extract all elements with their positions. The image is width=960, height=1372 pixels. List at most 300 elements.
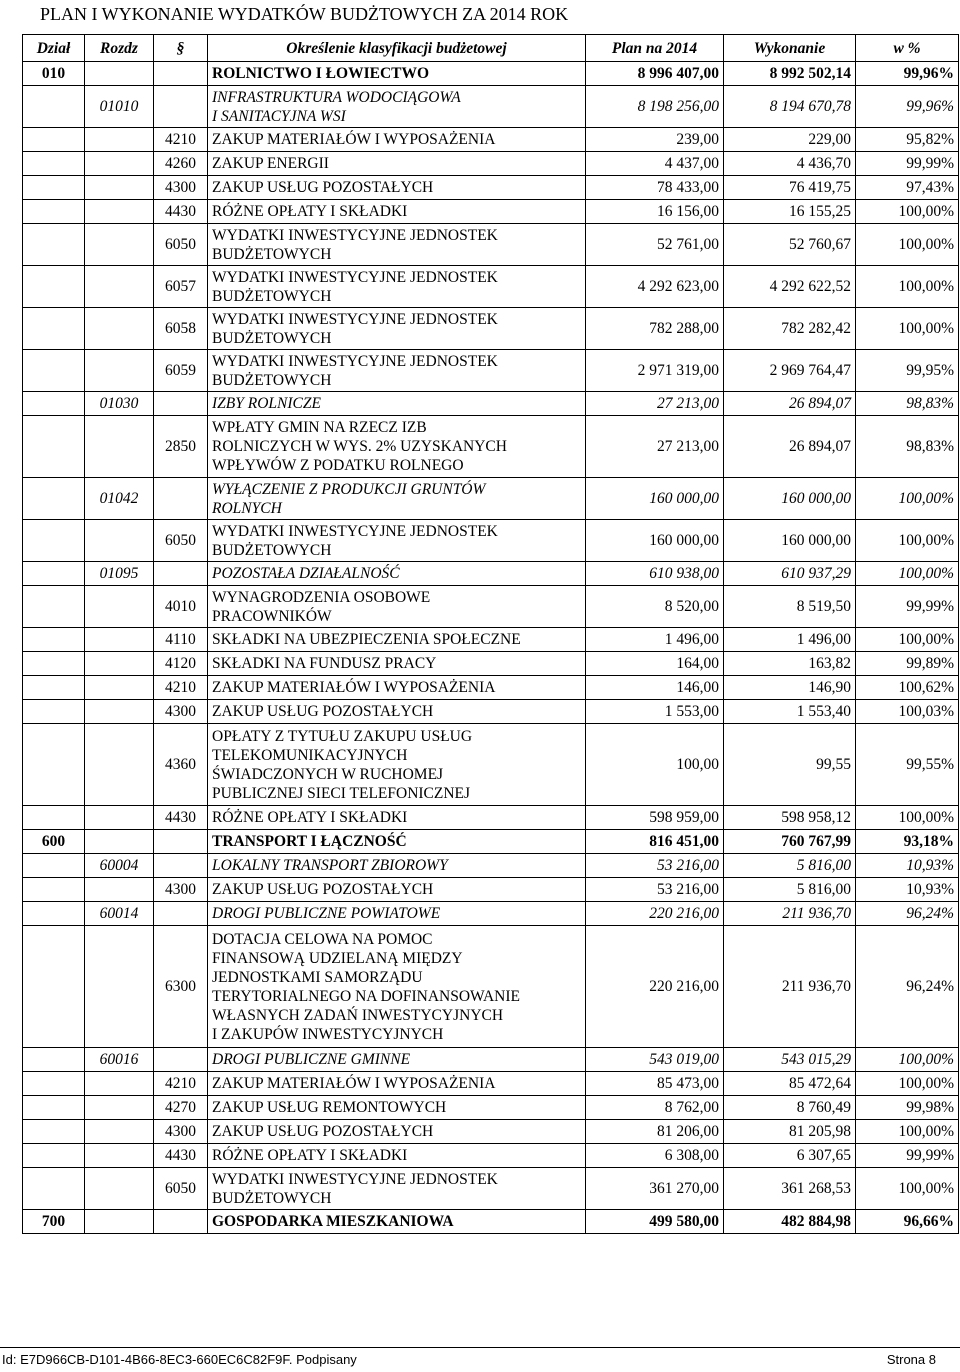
cell-paragraf: 4270 — [154, 1096, 208, 1120]
cell-plan: 27 213,00 — [586, 416, 724, 478]
cell-dzial: 600 — [23, 830, 85, 854]
table-row — [23, 392, 959, 416]
cell-okreslenie — [208, 62, 586, 86]
cell-okreslenie — [208, 478, 586, 520]
cell-paragraf: 4430 — [154, 200, 208, 224]
cell-okreslenie — [208, 176, 586, 200]
cell-rozdzial — [85, 806, 154, 830]
cell-rozdzial — [85, 1072, 154, 1096]
cell-dzial — [23, 152, 85, 176]
header-wykonanie: Wykonanie — [724, 35, 856, 62]
header-rozdz: Rozdz — [85, 35, 154, 62]
cell-wykonanie: 5 816,00 — [724, 878, 856, 902]
table-row — [23, 200, 959, 224]
cell-paragraf — [154, 86, 208, 128]
cell-paragraf: 6057 — [154, 266, 208, 308]
header-dzial: Dział — [23, 35, 85, 62]
cell-wykonanie: 211 936,70 — [724, 926, 856, 1048]
cell-wykonanie: 4 292 622,52 — [724, 266, 856, 308]
cell-procent: 100,00% — [856, 224, 959, 266]
description-line: WYNAGRODZENIA OSOBOWE — [212, 588, 431, 606]
cell-rozdzial: 60004 — [85, 854, 154, 878]
cell-rozdzial — [85, 676, 154, 700]
description-line: ZAKUP MATERIAŁÓW I WYPOSAŻENIA — [212, 1075, 496, 1092]
cell-procent: 100,00% — [856, 308, 959, 350]
cell-rozdzial — [85, 176, 154, 200]
cell-dzial — [23, 586, 85, 628]
cell-paragraf — [154, 1048, 208, 1072]
cell-plan: 81 206,00 — [586, 1120, 724, 1144]
table-row — [23, 628, 959, 652]
description-line: RÓŻNE OPŁATY I SKŁADKI — [212, 203, 408, 220]
cell-okreslenie — [208, 652, 586, 676]
cell-paragraf — [154, 830, 208, 854]
cell-paragraf: 6300 — [154, 926, 208, 1048]
description-line: BUDŻETOWYCH — [212, 329, 332, 347]
cell-dzial — [23, 724, 85, 806]
cell-dzial — [23, 86, 85, 128]
table-row — [23, 350, 959, 392]
cell-dzial — [23, 1096, 85, 1120]
cell-plan: 8 520,00 — [586, 586, 724, 628]
cell-plan: 816 451,00 — [586, 830, 724, 854]
cell-paragraf: 6050 — [154, 224, 208, 266]
description-line: DOTACJA CELOWA NA POMOC — [212, 930, 433, 948]
cell-plan: 1 496,00 — [586, 628, 724, 652]
cell-okreslenie — [208, 628, 586, 652]
cell-rozdzial — [85, 586, 154, 628]
cell-wykonanie: 5 816,00 — [724, 854, 856, 878]
table-row — [23, 926, 959, 1048]
cell-rozdzial — [85, 128, 154, 152]
cell-wykonanie: 85 472,64 — [724, 1072, 856, 1096]
cell-wykonanie: 782 282,42 — [724, 308, 856, 350]
cell-okreslenie — [208, 392, 586, 416]
description-line: WYDATKI INWESTYCYJNE JEDNOSTEK — [212, 352, 498, 370]
description-line: IZBY ROLNICZE — [212, 395, 321, 412]
description-line: POZOSTAŁA DZIAŁALNOŚĆ — [212, 565, 400, 582]
cell-plan: 361 270,00 — [586, 1168, 724, 1210]
cell-paragraf — [154, 1210, 208, 1234]
cell-paragraf: 4300 — [154, 700, 208, 724]
description-line: PRACOWNIKÓW — [212, 607, 332, 625]
cell-dzial — [23, 392, 85, 416]
cell-okreslenie — [208, 266, 586, 308]
description-line: BUDŻETOWYCH — [212, 287, 332, 305]
description-line: ZAKUP MATERIAŁÓW I WYPOSAŻENIA — [212, 131, 496, 148]
cell-procent: 98,83% — [856, 392, 959, 416]
cell-wykonanie: 76 419,75 — [724, 176, 856, 200]
table-row — [23, 128, 959, 152]
cell-rozdzial — [85, 878, 154, 902]
table-row — [23, 878, 959, 902]
table-row — [23, 1048, 959, 1072]
description-line: WYDATKI INWESTYCYJNE JEDNOSTEK — [212, 226, 498, 244]
table-row — [23, 806, 959, 830]
cell-paragraf — [154, 902, 208, 926]
cell-okreslenie — [208, 1210, 586, 1234]
cell-plan: 4 437,00 — [586, 152, 724, 176]
cell-rozdzial — [85, 266, 154, 308]
description-line: I ZAKUPÓW INWESTYCYJNYCH — [212, 1025, 444, 1043]
description-line: ROLNICZYCH W WYS. 2% UZYSKANYCH — [212, 438, 507, 455]
cell-wykonanie: 598 958,12 — [724, 806, 856, 830]
cell-wykonanie: 4 436,70 — [724, 152, 856, 176]
cell-dzial — [23, 1144, 85, 1168]
cell-dzial — [23, 1120, 85, 1144]
header-plan: Plan na 2014 — [586, 35, 724, 62]
cell-procent: 99,99% — [856, 152, 959, 176]
cell-paragraf: 4300 — [154, 1120, 208, 1144]
cell-rozdzial — [85, 628, 154, 652]
description-line: WYDATKI INWESTYCYJNE JEDNOSTEK — [212, 268, 498, 286]
cell-dzial — [23, 926, 85, 1048]
cell-plan: 78 433,00 — [586, 176, 724, 200]
cell-dzial — [23, 854, 85, 878]
cell-rozdzial — [85, 152, 154, 176]
cell-okreslenie — [208, 806, 586, 830]
table-row — [23, 652, 959, 676]
description-line: ZAKUP USŁUG POZOSTAŁYCH — [212, 881, 434, 898]
cell-procent: 98,83% — [856, 416, 959, 478]
cell-dzial — [23, 128, 85, 152]
description-line: WPŁYWÓW Z PODATKU ROLNEGO — [212, 457, 464, 474]
description-line: ZAKUP USŁUG REMONTOWYCH — [212, 1099, 447, 1116]
cell-wykonanie: 610 937,29 — [724, 562, 856, 586]
description-line: ZAKUP ENERGII — [212, 155, 329, 172]
cell-procent: 97,43% — [856, 176, 959, 200]
description-line: TERYTORIALNEGO NA DOFINANSOWANIE — [212, 987, 520, 1005]
cell-okreslenie — [208, 224, 586, 266]
table-row — [23, 1168, 959, 1210]
cell-okreslenie — [208, 350, 586, 392]
cell-paragraf: 4010 — [154, 586, 208, 628]
cell-paragraf: 6050 — [154, 1168, 208, 1210]
cell-okreslenie — [208, 676, 586, 700]
cell-rozdzial — [85, 350, 154, 392]
cell-rozdzial — [85, 830, 154, 854]
cell-plan: 85 473,00 — [586, 1072, 724, 1096]
description-line: TRANSPORT I ŁĄCZNOŚĆ — [212, 833, 407, 850]
cell-procent: 100,03% — [856, 700, 959, 724]
description-line: DROGI PUBLICZNE GMINNE — [212, 1051, 411, 1068]
cell-wykonanie: 26 894,07 — [724, 392, 856, 416]
cell-plan: 53 216,00 — [586, 854, 724, 878]
cell-procent: 100,00% — [856, 520, 959, 562]
description-line: ZAKUP USŁUG POZOSTAŁYCH — [212, 179, 434, 196]
cell-rozdzial — [85, 200, 154, 224]
cell-okreslenie — [208, 128, 586, 152]
cell-paragraf: 6058 — [154, 308, 208, 350]
description-line: ROLNYCH — [212, 499, 282, 517]
cell-dzial: 010 — [23, 62, 85, 86]
table-row — [23, 586, 959, 628]
cell-dzial — [23, 1048, 85, 1072]
cell-rozdzial — [85, 724, 154, 806]
cell-paragraf: 4260 — [154, 152, 208, 176]
cell-plan: 4 292 623,00 — [586, 266, 724, 308]
cell-procent: 96,66% — [856, 1210, 959, 1234]
cell-rozdzial — [85, 1096, 154, 1120]
description-line: PUBLICZNEJ SIECI TELEFONICZNEJ — [212, 784, 471, 802]
description-line: BUDŻETOWYCH — [212, 1189, 332, 1207]
table-row — [23, 1144, 959, 1168]
cell-procent: 100,00% — [856, 200, 959, 224]
cell-procent: 99,98% — [856, 1096, 959, 1120]
cell-okreslenie — [208, 1096, 586, 1120]
cell-wykonanie: 6 307,65 — [724, 1144, 856, 1168]
cell-plan: 27 213,00 — [586, 392, 724, 416]
cell-okreslenie — [208, 562, 586, 586]
cell-plan: 598 959,00 — [586, 806, 724, 830]
cell-plan: 8 762,00 — [586, 1096, 724, 1120]
cell-okreslenie — [208, 724, 586, 806]
cell-wykonanie: 26 894,07 — [724, 416, 856, 478]
cell-okreslenie — [208, 416, 586, 478]
cell-plan: 146,00 — [586, 676, 724, 700]
cell-okreslenie — [208, 1048, 586, 1072]
table-row — [23, 308, 959, 350]
cell-procent: 93,18% — [856, 830, 959, 854]
document-id: Id: E7D966CB-D101-4B66-8EC3-660EC6C82F9F. Podpisany — [2, 1352, 357, 1367]
cell-wykonanie: 8 519,50 — [724, 586, 856, 628]
description-line: INFRASTRUKTURA WODOCIĄGOWA — [212, 88, 461, 106]
page-footer — [0, 1347, 960, 1372]
cell-plan: 6 308,00 — [586, 1144, 724, 1168]
cell-plan: 239,00 — [586, 128, 724, 152]
cell-rozdzial — [85, 700, 154, 724]
table-row — [23, 902, 959, 926]
cell-okreslenie — [208, 878, 586, 902]
cell-wykonanie: 2 969 764,47 — [724, 350, 856, 392]
description-line: WPŁATY GMIN NA RZECZ IZB — [212, 419, 427, 436]
table-header-row — [23, 35, 959, 62]
page-number: Strona 8 — [886, 1352, 936, 1367]
cell-rozdzial: 01030 — [85, 392, 154, 416]
cell-plan: 1 553,00 — [586, 700, 724, 724]
cell-wykonanie: 8 992 502,14 — [724, 62, 856, 86]
cell-procent: 100,00% — [856, 1120, 959, 1144]
cell-procent: 95,82% — [856, 128, 959, 152]
cell-plan: 8 996 407,00 — [586, 62, 724, 86]
cell-paragraf: 4110 — [154, 628, 208, 652]
table-row — [23, 830, 959, 854]
table-row — [23, 1072, 959, 1096]
description-line: WYDATKI INWESTYCYJNE JEDNOSTEK — [212, 1170, 498, 1188]
description-line: DROGI PUBLICZNE POWIATOWE — [212, 905, 441, 922]
cell-paragraf: 4120 — [154, 652, 208, 676]
table-row — [23, 478, 959, 520]
table-row — [23, 1096, 959, 1120]
table-row — [23, 562, 959, 586]
cell-plan: 8 198 256,00 — [586, 86, 724, 128]
cell-rozdzial: 01095 — [85, 562, 154, 586]
cell-rozdzial — [85, 1168, 154, 1210]
cell-procent: 10,93% — [856, 878, 959, 902]
cell-dzial — [23, 200, 85, 224]
cell-rozdzial — [85, 1210, 154, 1234]
description-line: FINANSOWĄ UDZIELANĄ MIĘDZY — [212, 949, 463, 967]
description-line: WYDATKI INWESTYCYJNE JEDNOSTEK — [212, 310, 498, 328]
cell-rozdzial — [85, 926, 154, 1048]
cell-paragraf: 2850 — [154, 416, 208, 478]
table-row — [23, 700, 959, 724]
cell-plan: 164,00 — [586, 652, 724, 676]
cell-wykonanie: 361 268,53 — [724, 1168, 856, 1210]
cell-plan: 160 000,00 — [586, 478, 724, 520]
cell-dzial — [23, 652, 85, 676]
cell-plan: 220 216,00 — [586, 902, 724, 926]
cell-procent: 99,95% — [856, 350, 959, 392]
cell-dzial — [23, 520, 85, 562]
cell-plan: 53 216,00 — [586, 878, 724, 902]
cell-procent: 96,24% — [856, 902, 959, 926]
cell-dzial — [23, 700, 85, 724]
cell-procent: 100,00% — [856, 806, 959, 830]
cell-paragraf: 6059 — [154, 350, 208, 392]
cell-paragraf — [154, 62, 208, 86]
cell-okreslenie — [208, 902, 586, 926]
cell-wykonanie: 146,90 — [724, 676, 856, 700]
cell-paragraf — [154, 562, 208, 586]
cell-okreslenie — [208, 700, 586, 724]
table-row — [23, 86, 959, 128]
description-line: ZAKUP USŁUG POZOSTAŁYCH — [212, 703, 434, 720]
table-row — [23, 62, 959, 86]
description-line: JEDNOSTKAMI SAMORZĄDU — [212, 968, 423, 986]
description-line: ZAKUP USŁUG POZOSTAŁYCH — [212, 1123, 434, 1140]
header-procent: w % — [856, 35, 959, 62]
budget-table — [22, 34, 959, 1234]
cell-procent: 99,99% — [856, 1144, 959, 1168]
cell-plan: 610 938,00 — [586, 562, 724, 586]
cell-okreslenie — [208, 152, 586, 176]
cell-okreslenie — [208, 1120, 586, 1144]
table-row — [23, 676, 959, 700]
description-line: ŚWIADCZONYCH W RUCHOMEJ — [212, 765, 444, 783]
cell-dzial — [23, 628, 85, 652]
description-line: SKŁADKI NA FUNDUSZ PRACY — [212, 655, 437, 672]
cell-dzial — [23, 308, 85, 350]
cell-procent: 99,96% — [856, 86, 959, 128]
cell-wykonanie: 52 760,67 — [724, 224, 856, 266]
cell-procent: 100,00% — [856, 1072, 959, 1096]
header-okreslenie: Określenie klasyfikacji budżetowej — [208, 35, 586, 62]
table-row — [23, 1120, 959, 1144]
cell-procent: 100,00% — [856, 628, 959, 652]
table-row — [23, 152, 959, 176]
cell-paragraf: 6050 — [154, 520, 208, 562]
cell-dzial — [23, 1072, 85, 1096]
table-row — [23, 1210, 959, 1234]
cell-procent: 99,99% — [856, 586, 959, 628]
cell-plan: 100,00 — [586, 724, 724, 806]
cell-wykonanie: 760 767,99 — [724, 830, 856, 854]
cell-wykonanie: 543 015,29 — [724, 1048, 856, 1072]
cell-plan: 160 000,00 — [586, 520, 724, 562]
page-title: PLAN I WYKONANIE WYDATKÓW BUDŻTOWYCH ZA 2014 ROK — [40, 4, 569, 24]
cell-rozdzial: 01042 — [85, 478, 154, 520]
cell-okreslenie — [208, 1168, 586, 1210]
description-line: SKŁADKI NA UBEZPIECZENIA SPOŁECZNE — [212, 631, 521, 648]
description-line: BUDŻETOWYCH — [212, 541, 332, 559]
description-line: WYŁĄCZENIE Z PRODUKCJI GRUNTÓW — [212, 480, 486, 498]
cell-procent: 100,00% — [856, 478, 959, 520]
cell-plan: 220 216,00 — [586, 926, 724, 1048]
cell-okreslenie — [208, 520, 586, 562]
cell-procent: 99,89% — [856, 652, 959, 676]
cell-plan: 16 156,00 — [586, 200, 724, 224]
cell-wykonanie: 81 205,98 — [724, 1120, 856, 1144]
cell-plan: 782 288,00 — [586, 308, 724, 350]
cell-wykonanie: 211 936,70 — [724, 902, 856, 926]
cell-wykonanie: 99,55 — [724, 724, 856, 806]
table-row — [23, 520, 959, 562]
table-row — [23, 724, 959, 806]
cell-dzial — [23, 224, 85, 266]
cell-procent: 99,55% — [856, 724, 959, 806]
cell-wykonanie: 8 194 670,78 — [724, 86, 856, 128]
cell-dzial — [23, 266, 85, 308]
description-line: LOKALNY TRANSPORT ZBIOROWY — [212, 857, 448, 874]
cell-paragraf — [154, 854, 208, 878]
cell-okreslenie — [208, 926, 586, 1048]
cell-okreslenie — [208, 1144, 586, 1168]
cell-plan: 2 971 319,00 — [586, 350, 724, 392]
description-line: RÓŻNE OPŁATY I SKŁADKI — [212, 809, 408, 826]
table-row — [23, 176, 959, 200]
cell-rozdzial — [85, 652, 154, 676]
cell-dzial — [23, 562, 85, 586]
cell-okreslenie — [208, 308, 586, 350]
cell-paragraf: 4300 — [154, 176, 208, 200]
description-line: I SANITACYJNA WSI — [212, 107, 346, 125]
cell-procent: 10,93% — [856, 854, 959, 878]
cell-wykonanie: 163,82 — [724, 652, 856, 676]
cell-rozdzial — [85, 224, 154, 266]
cell-paragraf: 4300 — [154, 878, 208, 902]
cell-procent: 96,24% — [856, 926, 959, 1048]
cell-okreslenie — [208, 200, 586, 224]
cell-dzial — [23, 416, 85, 478]
cell-procent: 100,00% — [856, 1048, 959, 1072]
cell-rozdzial: 60016 — [85, 1048, 154, 1072]
cell-dzial — [23, 806, 85, 830]
cell-rozdzial — [85, 416, 154, 478]
cell-dzial — [23, 878, 85, 902]
cell-paragraf: 4210 — [154, 676, 208, 700]
description-line: WŁASNYCH ZADAŃ INWESTYCYJNYCH — [212, 1006, 504, 1024]
table-row — [23, 854, 959, 878]
cell-rozdzial — [85, 1120, 154, 1144]
cell-dzial — [23, 176, 85, 200]
cell-dzial — [23, 478, 85, 520]
cell-wykonanie: 1 496,00 — [724, 628, 856, 652]
cell-okreslenie — [208, 86, 586, 128]
cell-rozdzial: 60014 — [85, 902, 154, 926]
cell-okreslenie — [208, 586, 586, 628]
cell-paragraf: 4210 — [154, 1072, 208, 1096]
cell-wykonanie: 1 553,40 — [724, 700, 856, 724]
cell-procent: 100,62% — [856, 676, 959, 700]
cell-rozdzial — [85, 308, 154, 350]
cell-dzial — [23, 902, 85, 926]
cell-plan: 543 019,00 — [586, 1048, 724, 1072]
description-line: ZAKUP MATERIAŁÓW I WYPOSAŻENIA — [212, 679, 496, 696]
cell-rozdzial — [85, 520, 154, 562]
cell-wykonanie: 8 760,49 — [724, 1096, 856, 1120]
cell-paragraf: 4360 — [154, 724, 208, 806]
